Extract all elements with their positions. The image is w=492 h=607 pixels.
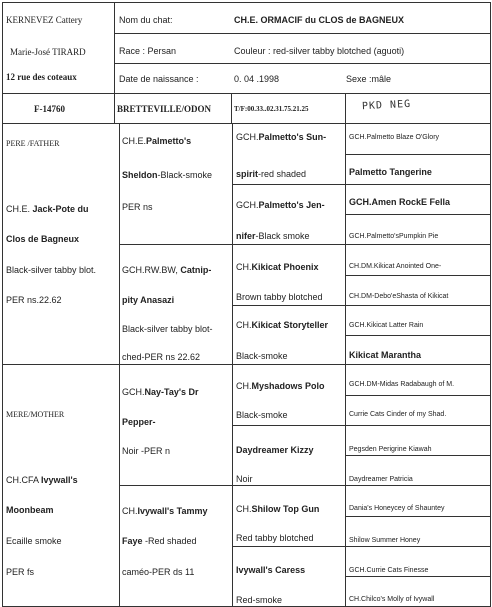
cat-color: Couleur : red-silver tabby blotched (aguoti) <box>234 46 405 56</box>
fmm-color: Black-smoke <box>236 351 288 361</box>
mother-role: MERE/MOTHER <box>6 410 65 419</box>
fmf-color: Brown tabby blotched <box>236 292 323 302</box>
mm-name-cont: Faye -Red shaded <box>122 536 197 546</box>
mf-name-cont: Pepper- <box>122 417 156 427</box>
ff-name: CH.E.Palmetto's <box>122 136 192 146</box>
ff-reg: PER ns <box>122 202 153 212</box>
mmmf-name: GCH.Currie Cats Finesse <box>349 567 429 574</box>
cat-race: Race : Persan <box>119 46 177 56</box>
ff-name-cont: Sheldon-Black-smoke <box>122 170 213 180</box>
fmmf-cell <box>345 305 491 336</box>
fmff-name: CH.DM.Kikicat Anointed One- <box>349 263 442 270</box>
father-color: Black-silver tabby blot. <box>6 265 97 275</box>
mmmm-name: CH.Chilco's Molly of Ivywall <box>349 596 435 603</box>
mff-name: CH.Myshadows Polo <box>236 381 325 391</box>
father-name-cont: Clos de Bagneux <box>6 234 80 244</box>
mf-color: Noir -PER n <box>122 446 171 456</box>
mother-name: CH.CFA Ivywall's <box>6 475 78 485</box>
mother-color: Ecaille smoke <box>6 536 62 546</box>
mffm-name: Currie Cats Cinder of my Shad. <box>349 411 447 418</box>
fff-name: GCH.Palmetto's Sun- <box>236 132 327 142</box>
cattery-owner: Marie-José TIRARD <box>10 47 86 57</box>
mmm-color: Red-smoke <box>236 595 283 605</box>
mfff-name: GCH.DM-Midas Radabaugh of M. <box>349 381 455 388</box>
father-name: CH.E. Jack-Pote du <box>6 204 89 214</box>
mm-name: CH.Ivywall's Tammy <box>122 506 208 516</box>
fmmf-name: GCH.Kikicat Latter Rain <box>349 322 424 329</box>
mfff-cell <box>345 364 491 396</box>
cat-dob: 0. 04 .1998 <box>234 74 280 84</box>
cattery-postcode: F-14760 <box>34 104 65 114</box>
mfm-color: Noir <box>236 474 253 484</box>
father-role: PERE /FATHER <box>6 139 60 148</box>
ffmm-cell <box>345 214 491 245</box>
mf-name: GCH.Nay-Tay's Dr <box>122 387 199 397</box>
mmff-cell <box>345 485 491 517</box>
mother-name-cont: Moonbeam <box>6 505 54 515</box>
fff-color: spirit-red shaded <box>236 169 307 179</box>
mmff-name: Dania's Honeycey of Shauntey <box>349 505 445 512</box>
mmf-name: CH.Shilow Top Gun <box>236 504 320 514</box>
handwritten-note: PKD NEG <box>361 98 412 113</box>
cattery-phone: T/F:00.33..02.31.75.21.25 <box>234 105 309 113</box>
header-rule <box>114 63 491 64</box>
mmm-name: Ivywall's Caress <box>236 565 306 575</box>
cat-name: CH.E. ORMACIF du CLOS de BAGNEUX <box>234 15 405 25</box>
fm-reg: ched-PER ns 22.62 <box>122 352 201 362</box>
mfmf-name: Pegsden Perigrine Kiawah <box>349 446 432 453</box>
fmfm-name: CH.DM-Debo'eShasta of Kikicat <box>349 293 449 300</box>
fm-name-cont: pity Anasazi <box>122 295 175 305</box>
mm-cell <box>119 485 233 607</box>
fmf-name: CH.Kikicat Phoenix <box>236 262 319 272</box>
ffm-color: nifer-Black smoke <box>236 231 310 241</box>
cat-sex: Sexe :mâle <box>346 74 392 84</box>
fmff-cell <box>345 244 491 276</box>
fm-name: GCH.RW.BW, Catnip- <box>122 265 212 275</box>
cattery-city: BRETTEVILLE/ODON <box>117 104 212 114</box>
mfm-name: Daydreamer Kizzy <box>236 445 314 455</box>
father-cell <box>2 123 120 365</box>
mfmm-name: Daydreamer Patricia <box>349 476 413 483</box>
mm-color: caméo-PER ds 11 <box>122 567 195 577</box>
cattery-address: 12 rue des coteaux <box>6 72 77 82</box>
mmf-color: Red tabby blotched <box>236 533 314 543</box>
ffff-name: GCH.Palmetto Blaze O'Glory <box>349 134 440 141</box>
mmfm-name: Shilow Summer Honey <box>349 537 421 544</box>
fm-color: Black-silver tabby blot- <box>122 324 213 334</box>
cat-name-label: Nom du chat: <box>119 15 173 25</box>
cat-dob-label: Date de naissance : <box>119 74 199 84</box>
cattery-name: KERNEVEZ Cattery <box>6 15 83 25</box>
fffm-name: Palmetto Tangerine <box>349 167 432 177</box>
mff-color: Black-smoke <box>236 410 288 420</box>
ffmf-name: GCH.Amen RockE Fella <box>349 197 451 207</box>
ffmm-name: GCH.Palmetto'sPumpkin Pie <box>349 233 439 240</box>
ffm-name: GCH.Palmetto's Jen- <box>236 200 325 210</box>
father-reg: PER ns.22.62 <box>6 295 62 305</box>
fmmm-name: Kikicat Marantha <box>349 350 422 360</box>
mother-reg: PER fs <box>6 567 35 577</box>
fmfm-cell <box>345 275 491 306</box>
header-rule <box>114 33 491 34</box>
fmm-name: CH.Kikicat Storyteller <box>236 320 329 330</box>
